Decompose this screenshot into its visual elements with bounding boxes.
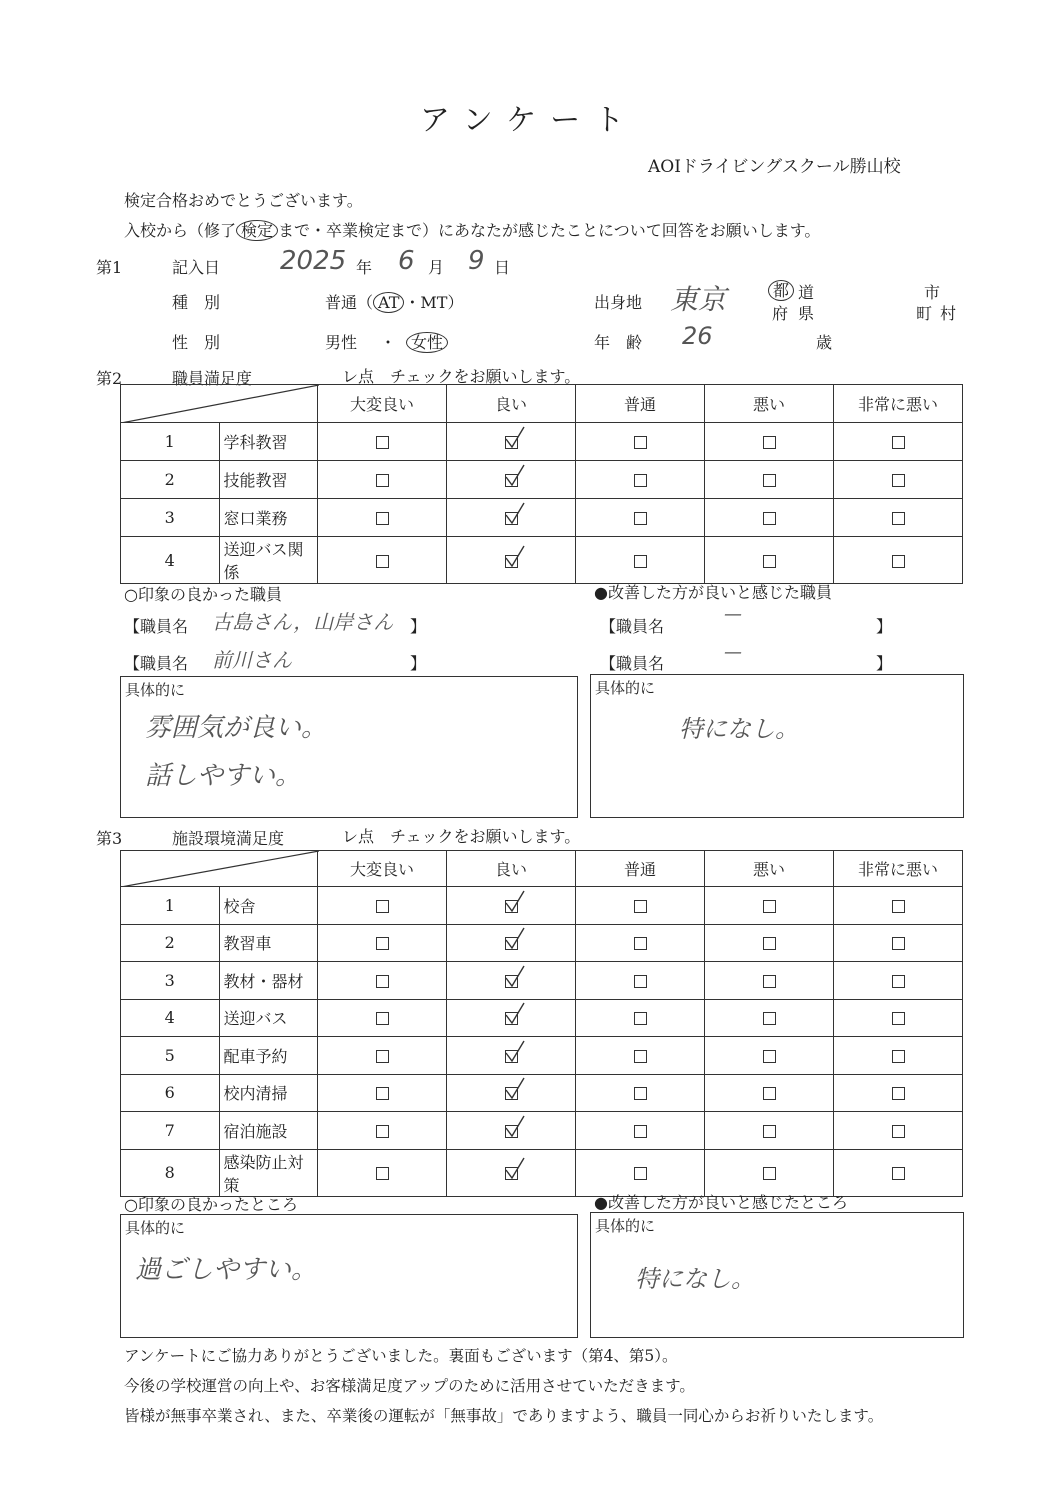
row-label: 校舎: [219, 887, 318, 925]
rating-cell: [834, 499, 963, 537]
rating-cell: [834, 1112, 963, 1150]
pref-ken: 県: [798, 304, 815, 323]
city-shi: 市: [924, 283, 941, 302]
row-label: 配車予約: [219, 1037, 318, 1075]
bad-staff-name-1: —: [724, 604, 742, 625]
checkbox[interactable]: [634, 474, 647, 487]
checkbox[interactable]: [376, 1087, 389, 1100]
section2-label: 第2: [96, 369, 123, 388]
checkbox[interactable]: [763, 937, 776, 950]
checkbox[interactable]: [763, 474, 776, 487]
circled-kentei: 検定: [236, 220, 278, 241]
table-row: [121, 1149, 963, 1196]
column-header: 大変良い: [318, 851, 447, 887]
rating-cell: [705, 999, 834, 1037]
row-label: 教習車: [219, 924, 318, 962]
rating-cell: [705, 499, 834, 537]
pref-to-circled: [768, 278, 794, 301]
table-row: [121, 1074, 963, 1112]
rating-cell: [705, 1149, 834, 1196]
checkbox[interactable]: [376, 1012, 389, 1025]
good-staff-prefix-1: 【職員名: [124, 617, 189, 636]
checkbox[interactable]: [634, 1087, 647, 1100]
row-number: 6: [121, 1074, 220, 1112]
sex-female-circled: [406, 330, 448, 353]
type-suffix: ）: [447, 293, 464, 312]
bad-staff-suffix-1: 】: [876, 617, 893, 636]
rating-cell: [834, 999, 963, 1037]
section2-title: 職員満足度: [172, 369, 253, 388]
section3-instruction: レ点 チェックをお願いします。: [342, 827, 581, 846]
checkbox[interactable]: [892, 1012, 905, 1025]
good-staff-detail-1: 雰囲気が良い。: [145, 713, 328, 743]
rating-cell: [705, 887, 834, 925]
rating-cell: [447, 461, 576, 499]
checkbox[interactable]: [763, 512, 776, 525]
footer-line-2: 今後の学校運営の向上や、お客様満足度アップのために活用させていただきます。: [124, 1377, 695, 1395]
column-header: 普通: [576, 385, 705, 423]
row-label: 学科教習: [219, 423, 318, 461]
rating-cell: [447, 1074, 576, 1112]
good-staff-detail-box: [120, 676, 578, 818]
column-header: 悪い: [705, 851, 834, 887]
day-unit: 日: [494, 258, 511, 277]
check-mark-icon: [504, 889, 526, 913]
checkbox[interactable]: [376, 474, 389, 487]
checkbox[interactable]: [376, 1167, 389, 1180]
age-value: 26: [682, 322, 713, 350]
row-label: 送迎バス: [219, 999, 318, 1037]
rating-cell: [447, 423, 576, 461]
row-number: 2: [121, 924, 220, 962]
pref-fu: 府: [772, 304, 789, 323]
check-mark-icon: [504, 1156, 526, 1180]
checked-checkbox[interactable]: [505, 555, 518, 568]
checkbox[interactable]: [376, 436, 389, 449]
checkbox[interactable]: [763, 1167, 776, 1180]
checked-checkbox[interactable]: [505, 474, 518, 487]
rating-cell: [318, 1112, 447, 1150]
date-month: 6: [398, 246, 415, 276]
pref-do: 道: [798, 283, 815, 302]
row-label: 窓口業務: [219, 499, 318, 537]
rating-cell: [318, 1037, 447, 1075]
good-staff-detail-2: 話しやすい。: [145, 761, 302, 791]
column-header: 大変良い: [318, 385, 447, 423]
rating-cell: [576, 423, 705, 461]
rating-cell: [318, 1074, 447, 1112]
table-row: [121, 887, 963, 925]
row-number: 1: [121, 423, 220, 461]
table-row: [121, 962, 963, 1000]
bad-facility-detail: 特になし。: [635, 1265, 755, 1293]
detail-label: 具体的に: [125, 1219, 186, 1237]
checkbox[interactable]: [634, 512, 647, 525]
rating-cell: [447, 887, 576, 925]
rating-cell: [447, 999, 576, 1037]
year-unit: 年: [356, 258, 373, 277]
check-mark-icon: [504, 1076, 526, 1100]
good-staff-suffix-1: 】: [410, 617, 427, 636]
checkbox[interactable]: [892, 900, 905, 913]
bad-staff-prefix-2: 【職員名: [600, 654, 665, 673]
checked-checkbox[interactable]: [505, 436, 518, 449]
checked-checkbox[interactable]: [505, 1125, 518, 1138]
rating-cell: [318, 537, 447, 584]
rating-cell: [447, 924, 576, 962]
intro-instruction: [124, 218, 820, 241]
page-title: アンケート: [419, 103, 639, 138]
bad-staff-prefix-1: 【職員名: [600, 617, 665, 636]
checkbox[interactable]: [634, 937, 647, 950]
rating-cell: [447, 499, 576, 537]
bad-staff-heading: ●改善した方が良いと感じた職員: [594, 583, 832, 602]
checkbox[interactable]: [892, 1087, 905, 1100]
checkbox[interactable]: [634, 436, 647, 449]
rating-cell: [705, 1037, 834, 1075]
rating-cell: [705, 1112, 834, 1150]
check-mark-icon: [504, 1001, 526, 1025]
city-cho: 町: [916, 304, 933, 323]
row-number: 7: [121, 1112, 220, 1150]
row-number: 5: [121, 1037, 220, 1075]
rating-cell: [318, 887, 447, 925]
rating-cell: [705, 1074, 834, 1112]
column-header: 非常に悪い: [834, 385, 963, 423]
rating-cell: [447, 1037, 576, 1075]
row-number: 8: [121, 1149, 220, 1196]
rating-cell: [318, 499, 447, 537]
city-son: 村: [940, 304, 957, 323]
checkbox[interactable]: [634, 1050, 647, 1063]
check-mark-icon: [504, 463, 526, 487]
column-header: 良い: [447, 851, 576, 887]
rating-cell: [834, 423, 963, 461]
checkbox[interactable]: [763, 975, 776, 988]
column-header: 悪い: [705, 385, 834, 423]
rating-cell: [576, 962, 705, 1000]
date-label: 記入日: [172, 258, 221, 277]
footer-line-3: 皆様が無事卒業され、また、卒業後の運転が「無事故」でありますよう、職員一同心からお祈りいたします。: [124, 1407, 884, 1425]
type-mt: MT: [420, 293, 448, 312]
rating-cell: [447, 537, 576, 584]
rating-cell: [318, 461, 447, 499]
detail-label: 具体的に: [595, 1217, 656, 1235]
good-facility-detail: 過ごしやすい。: [135, 1255, 318, 1285]
row-number: 1: [121, 887, 220, 925]
school-name: AOIドライビングスクール勝山校: [648, 157, 901, 177]
intro-text-a: 入校から（修了: [124, 221, 237, 240]
checked-checkbox[interactable]: [505, 1087, 518, 1100]
good-staff-heading: ○印象の良かった職員: [124, 585, 282, 604]
checked-checkbox[interactable]: [505, 1012, 518, 1025]
intro-text-b: まで・卒業検定まで）にあなたが感じたことについて回答をお願いします。: [278, 221, 821, 240]
checkbox[interactable]: [892, 512, 905, 525]
good-staff-name-2: 前川さん: [212, 648, 292, 672]
bad-facility-detail-box: [590, 1212, 964, 1338]
date-day: 9: [468, 246, 485, 276]
check-mark-icon: [504, 501, 526, 525]
checked-checkbox[interactable]: [505, 937, 518, 950]
rating-cell: [834, 1037, 963, 1075]
rating-cell: [576, 924, 705, 962]
origin-value: 東京: [670, 283, 727, 316]
rating-cell: [318, 1149, 447, 1196]
rating-cell: [834, 887, 963, 925]
bad-facility-heading: ●改善した方が良いと感じたところ: [594, 1193, 848, 1212]
good-staff-prefix-2: 【職員名: [124, 654, 189, 673]
license-type: [325, 290, 463, 313]
checkbox[interactable]: [892, 474, 905, 487]
origin-label: 出身地: [594, 293, 643, 312]
table-row: [121, 999, 963, 1037]
sex-female: 女性: [406, 332, 448, 353]
bad-staff-name-2: —: [724, 642, 742, 663]
rating-cell: [447, 962, 576, 1000]
checkbox[interactable]: [376, 555, 389, 568]
rating-cell: [576, 499, 705, 537]
intro-greeting: 検定合格おめでとうございます。: [124, 191, 363, 210]
rating-cell: [447, 1112, 576, 1150]
row-number: 4: [121, 999, 220, 1037]
column-header: 普通: [576, 851, 705, 887]
row-label: 教材・器材: [219, 962, 318, 1000]
checked-checkbox[interactable]: [505, 1050, 518, 1063]
header-diagonal-cell: [121, 385, 318, 423]
row-number: 3: [121, 962, 220, 1000]
checkbox[interactable]: [892, 1125, 905, 1138]
checkbox[interactable]: [892, 1167, 905, 1180]
sex-sep: ・: [380, 333, 397, 352]
rating-cell: [318, 924, 447, 962]
check-mark-icon: [504, 1114, 526, 1138]
rating-cell: [834, 537, 963, 584]
table-row: [121, 1037, 963, 1075]
row-number: 2: [121, 461, 220, 499]
rating-cell: [705, 962, 834, 1000]
staff-satisfaction-table: [120, 384, 963, 584]
age-label: 年 齢: [594, 333, 643, 352]
rating-cell: [318, 999, 447, 1037]
checkbox[interactable]: [634, 1125, 647, 1138]
row-label: 感染防止対策: [219, 1149, 318, 1196]
facility-satisfaction-table: [120, 850, 963, 1197]
checkbox[interactable]: [376, 937, 389, 950]
table-row: [121, 423, 963, 461]
header-diagonal-cell: [121, 851, 318, 887]
check-mark-icon: [504, 1039, 526, 1063]
checkbox[interactable]: [892, 937, 905, 950]
row-label: 技能教習: [219, 461, 318, 499]
sex-male: 男性: [325, 333, 358, 352]
checkbox[interactable]: [376, 1050, 389, 1063]
checked-checkbox[interactable]: [505, 975, 518, 988]
rating-cell: [318, 423, 447, 461]
column-header: 非常に悪い: [834, 851, 963, 887]
table-row: [121, 499, 963, 537]
row-number: 3: [121, 499, 220, 537]
section1-label: 第1: [96, 258, 123, 277]
pref-to: 都: [768, 280, 794, 301]
type-sep: ・: [404, 293, 421, 312]
type-prefix: 普通（: [325, 293, 374, 312]
checked-checkbox[interactable]: [505, 1167, 518, 1180]
checkbox[interactable]: [892, 1050, 905, 1063]
rating-cell: [576, 1112, 705, 1150]
check-mark-icon: [504, 926, 526, 950]
rating-cell: [576, 1149, 705, 1196]
check-mark-icon: [504, 964, 526, 988]
detail-label: 具体的に: [595, 679, 656, 697]
rating-cell: [705, 423, 834, 461]
bad-staff-detail: 特になし。: [679, 715, 799, 743]
table-row: [121, 924, 963, 962]
checkbox[interactable]: [376, 512, 389, 525]
rating-cell: [834, 1074, 963, 1112]
row-number: 4: [121, 537, 220, 584]
check-mark-icon: [504, 544, 526, 568]
rating-cell: [576, 1037, 705, 1075]
month-unit: 月: [428, 258, 445, 277]
rating-cell: [834, 1149, 963, 1196]
section2-instruction: レ点 チェックをお願いします。: [342, 367, 581, 386]
age-unit: 歳: [816, 333, 833, 352]
section3-label: 第3: [96, 829, 123, 848]
checkbox[interactable]: [634, 1012, 647, 1025]
checked-checkbox[interactable]: [505, 900, 518, 913]
row-label: 校内清掃: [219, 1074, 318, 1112]
check-mark-icon: [504, 425, 526, 449]
rating-cell: [576, 1074, 705, 1112]
sex-label: 性 別: [172, 333, 221, 352]
checkbox[interactable]: [763, 900, 776, 913]
checkbox[interactable]: [763, 1125, 776, 1138]
table-row: [121, 1112, 963, 1150]
section3-title: 施設環境満足度: [172, 829, 285, 848]
rating-cell: [834, 924, 963, 962]
detail-label: 具体的に: [125, 681, 186, 699]
type-label: 種 別: [172, 293, 221, 312]
column-header: 良い: [447, 385, 576, 423]
rating-cell: [705, 924, 834, 962]
checkbox[interactable]: [892, 975, 905, 988]
good-staff-name-1: 古島さん，山岸さん: [212, 610, 394, 634]
bad-staff-suffix-2: 】: [876, 654, 893, 673]
checkbox[interactable]: [892, 555, 905, 568]
checkbox[interactable]: [634, 900, 647, 913]
rating-cell: [576, 461, 705, 499]
checkbox[interactable]: [376, 1125, 389, 1138]
checkbox[interactable]: [763, 1012, 776, 1025]
rating-cell: [834, 461, 963, 499]
checkbox[interactable]: [892, 436, 905, 449]
row-label: 宿泊施設: [219, 1112, 318, 1150]
rating-cell: [705, 537, 834, 584]
good-facility-detail-box: [120, 1214, 578, 1338]
checkbox[interactable]: [763, 436, 776, 449]
rating-cell: [705, 461, 834, 499]
checkbox[interactable]: [376, 975, 389, 988]
footer-line-1: アンケートにご協力ありがとうございました。裏面もございます（第4、第5）。: [124, 1347, 678, 1365]
rating-cell: [318, 962, 447, 1000]
checked-checkbox[interactable]: [505, 512, 518, 525]
date-year: 2025: [280, 246, 347, 276]
rating-cell: [576, 887, 705, 925]
checkbox[interactable]: [376, 900, 389, 913]
checkbox[interactable]: [634, 555, 647, 568]
type-at-circled: AT: [373, 292, 404, 313]
bad-staff-detail-box: [590, 674, 964, 818]
table-row: [121, 461, 963, 499]
checkbox[interactable]: [763, 1087, 776, 1100]
good-facility-heading: ○印象の良かったところ: [124, 1195, 298, 1214]
checkbox[interactable]: [763, 1050, 776, 1063]
table-row: [121, 537, 963, 584]
rating-cell: [576, 999, 705, 1037]
rating-cell: [447, 1149, 576, 1196]
checkbox[interactable]: [763, 555, 776, 568]
rating-cell: [834, 962, 963, 1000]
row-label: 送迎バス関係: [219, 537, 318, 584]
checkbox[interactable]: [634, 975, 647, 988]
good-staff-suffix-2: 】: [410, 654, 427, 673]
rating-cell: [576, 537, 705, 584]
checkbox[interactable]: [634, 1167, 647, 1180]
